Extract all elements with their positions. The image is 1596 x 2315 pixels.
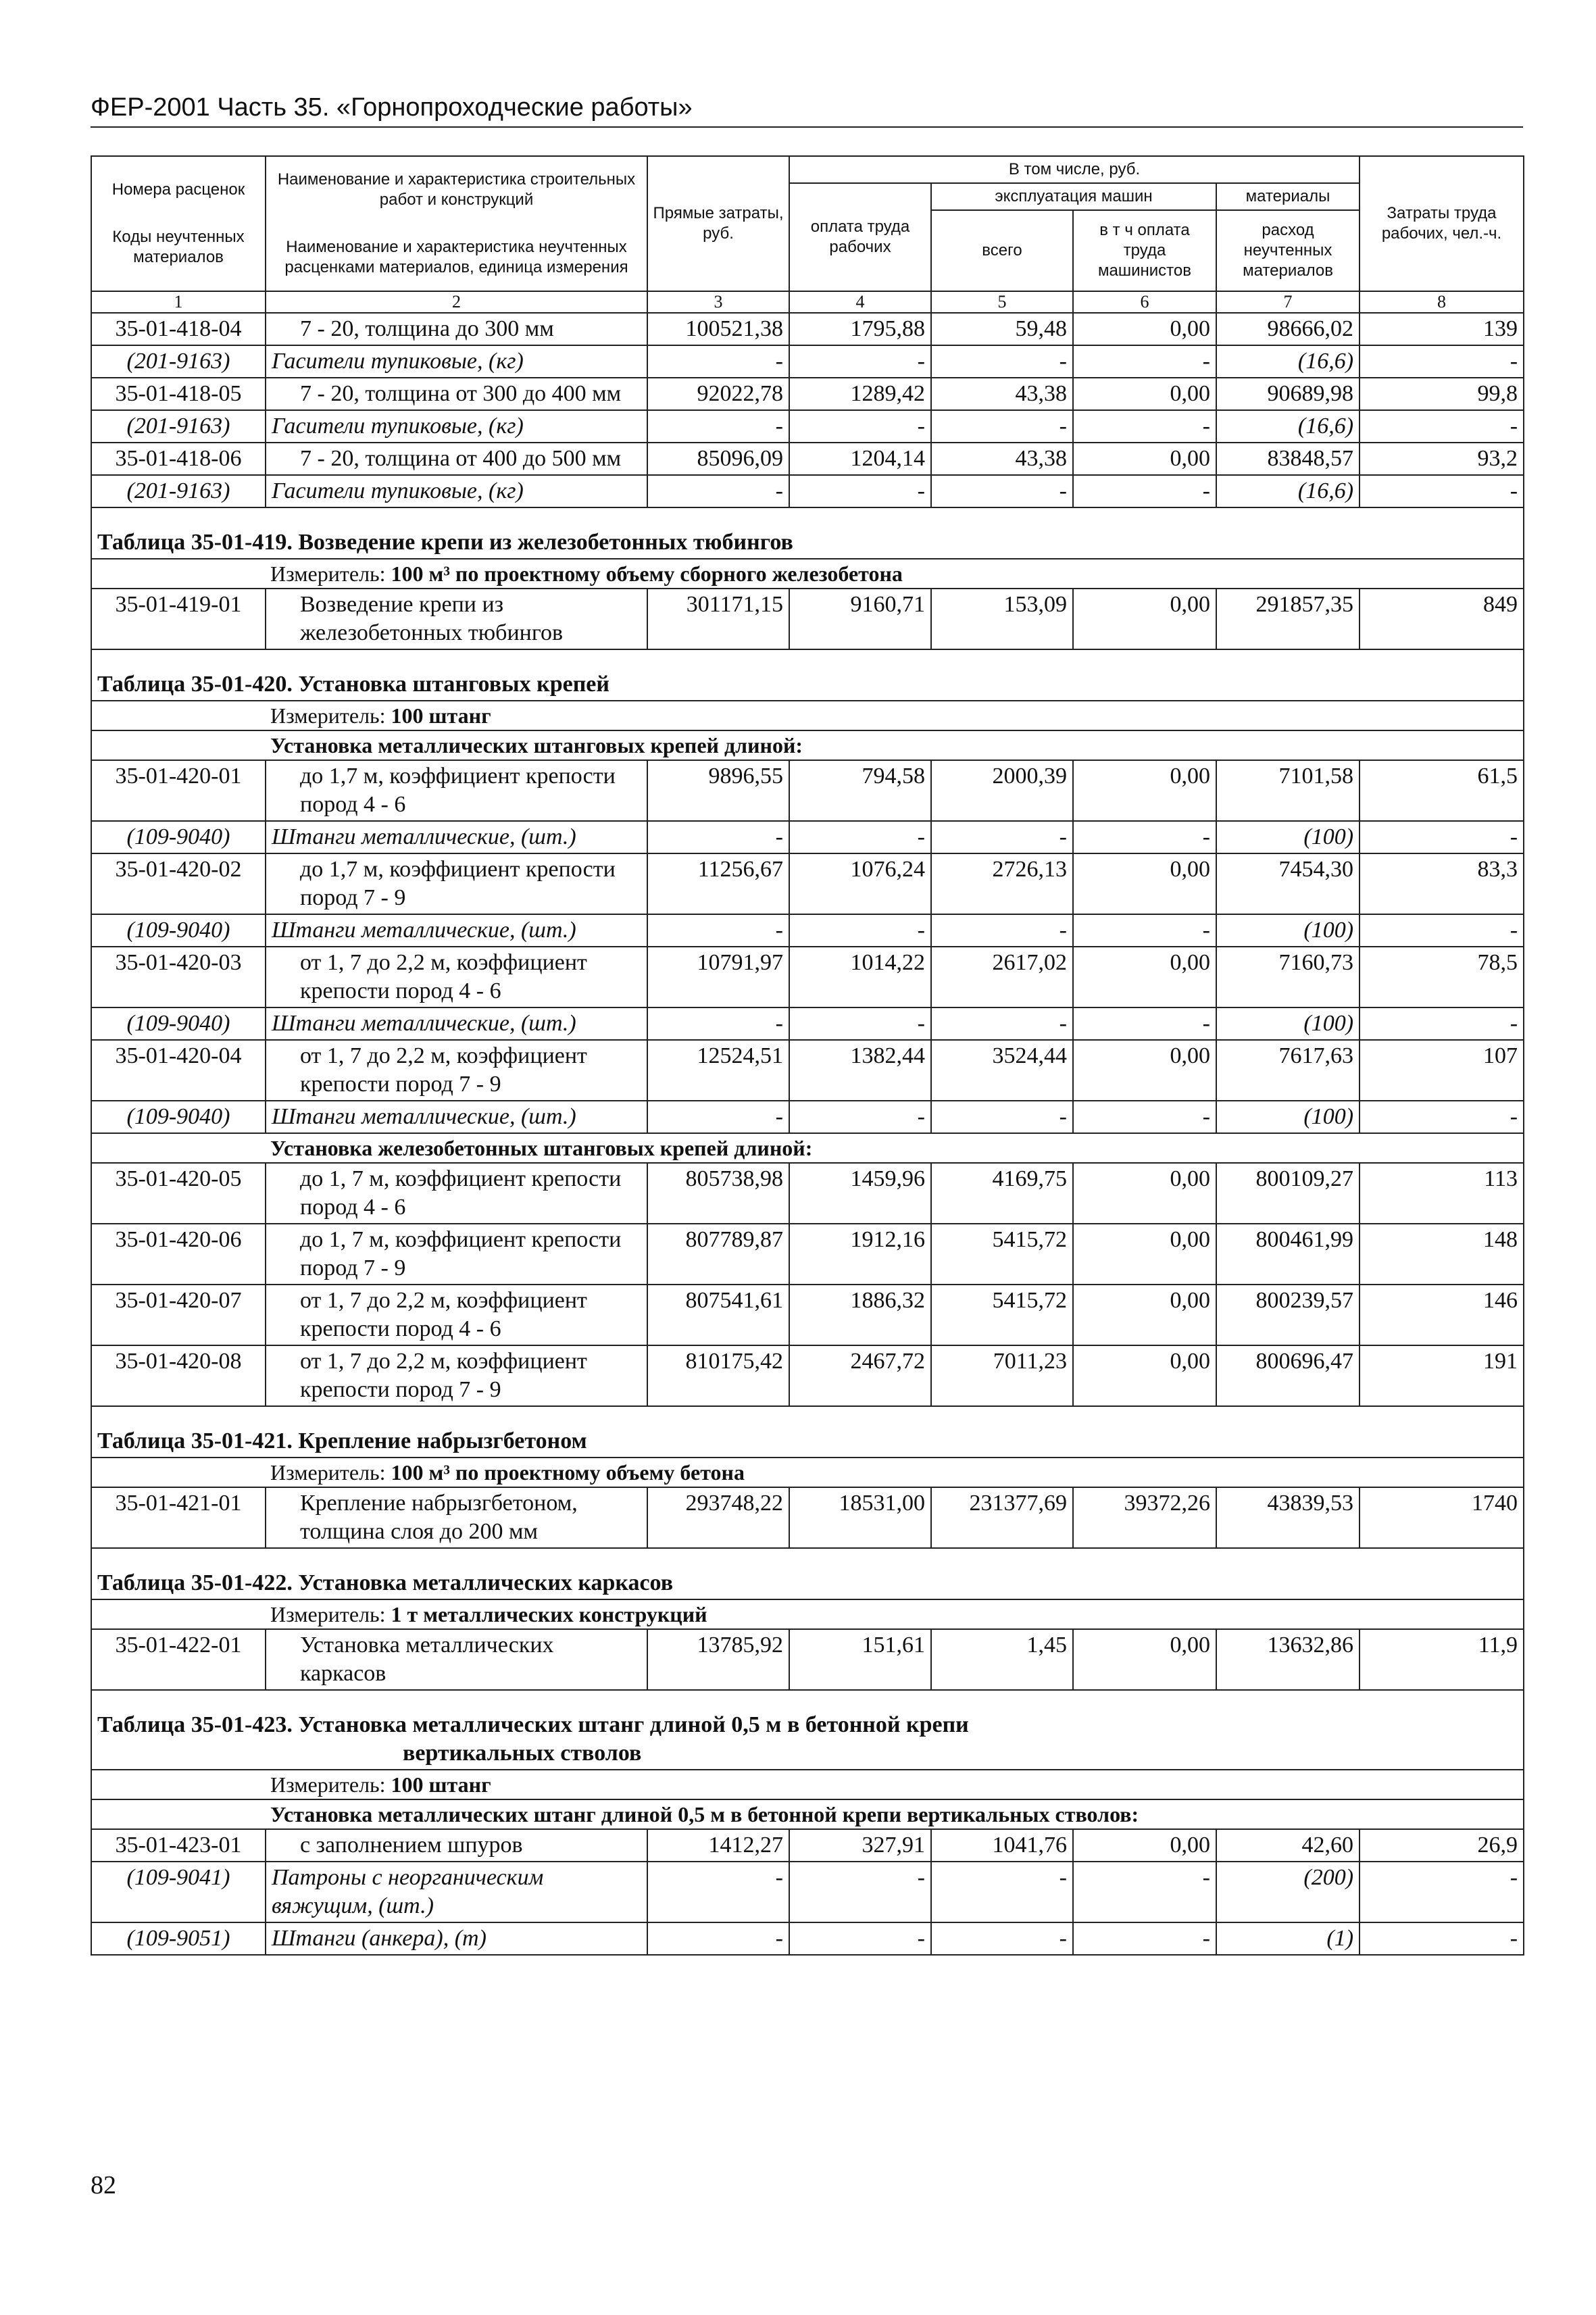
value-cell: 7454,30 — [1216, 853, 1360, 914]
value-cell: - — [931, 410, 1073, 443]
value-cell: 1,45 — [931, 1629, 1073, 1690]
measure-row — [91, 559, 1524, 589]
value-cell: 293748,22 — [647, 1487, 789, 1548]
value-cell: - — [1073, 914, 1216, 947]
value-cell: 1076,24 — [789, 853, 931, 914]
value-cell: 0,00 — [1073, 947, 1216, 1007]
value-cell: 807541,61 — [647, 1285, 789, 1345]
header-machines: эксплуатация машин — [931, 183, 1216, 210]
value-cell: 810175,42 — [647, 1345, 789, 1406]
value-cell: (200) — [1216, 1862, 1360, 1922]
value-cell: - — [1360, 1862, 1524, 1922]
value-cell: 139 — [1360, 313, 1524, 345]
value-cell: 12524,51 — [647, 1040, 789, 1101]
material-row — [91, 1862, 1524, 1922]
value-cell: 26,9 — [1360, 1829, 1524, 1862]
value-cell: - — [789, 1007, 931, 1040]
value-cell: 800239,57 — [1216, 1285, 1360, 1345]
value-cell: - — [789, 1101, 931, 1133]
value-cell: - — [647, 1101, 789, 1133]
header-work-name: Наименование и характеристика строительных работ и конструкций — [277, 170, 636, 209]
value-cell: 10791,97 — [647, 947, 789, 1007]
value-cell: 191 — [1360, 1345, 1524, 1406]
material-name: Штанги (анкера), (т) — [266, 1922, 647, 1955]
value-cell: - — [931, 475, 1073, 507]
rate-code: 35-01-420-07 — [91, 1285, 266, 1345]
rate-code: 35-01-422-01 — [91, 1629, 266, 1690]
work-name: 7 - 20, толщина от 400 до 500 мм — [266, 443, 647, 475]
value-cell: 99,8 — [1360, 378, 1524, 410]
work-name: 7 - 20, толщина до 300 мм — [266, 313, 647, 345]
material-code: (109-9040) — [91, 914, 266, 947]
value-cell: 807789,87 — [647, 1224, 789, 1285]
work-name: от 1, 7 до 2,2 м, коэффициент крепости пород 7 - 9 — [266, 1345, 647, 1406]
value-cell: 7160,73 — [1216, 947, 1360, 1007]
material-code: (109-9040) — [91, 1101, 266, 1133]
material-name: Штанги металлические, (шт.) — [266, 1007, 647, 1040]
rate-row — [91, 1487, 1524, 1548]
value-cell: 9160,71 — [789, 589, 931, 649]
value-cell: - — [647, 345, 789, 378]
measure-unit — [91, 1770, 1524, 1799]
value-cell: 90689,98 — [1216, 378, 1360, 410]
value-cell: - — [1360, 914, 1524, 947]
value-cell: 1459,96 — [789, 1163, 931, 1224]
page-header: ФЕР-2001 Часть 35. «Горнопроходческие работы» — [91, 93, 1523, 128]
measure-label: Измеритель: — [270, 1460, 386, 1485]
value-cell: 59,48 — [931, 313, 1073, 345]
value-cell: - — [1360, 410, 1524, 443]
value-cell: (16,6) — [1216, 410, 1360, 443]
material-row — [91, 1007, 1524, 1040]
work-name: Крепление набрызгбетоном, толщина слоя до 200 мм — [266, 1487, 647, 1548]
header-worker-pay: оплата труда рабочих — [789, 183, 931, 291]
rates-table — [91, 155, 1524, 1956]
value-cell: 13785,92 — [647, 1629, 789, 1690]
value-cell: 7011,23 — [931, 1345, 1073, 1406]
measure-row — [91, 1458, 1524, 1487]
value-cell: 85096,09 — [647, 443, 789, 475]
col-num: 8 — [1360, 291, 1524, 313]
table-title-row — [91, 1548, 1524, 1599]
rate-row — [91, 313, 1524, 345]
rate-code: 35-01-423-01 — [91, 1829, 266, 1862]
measure-value: 1 т металлических конструкций — [391, 1602, 707, 1626]
measure-row — [91, 1770, 1524, 1799]
value-cell: 800109,27 — [1216, 1163, 1360, 1224]
material-code: (109-9040) — [91, 821, 266, 853]
header-labor: Затраты труда рабочих, чел.-ч. — [1360, 156, 1524, 291]
value-cell: - — [647, 1007, 789, 1040]
header-rate-numbers: Номера расценок — [111, 180, 245, 199]
value-cell: (16,6) — [1216, 345, 1360, 378]
value-cell: 0,00 — [1073, 760, 1216, 821]
work-name: от 1, 7 до 2,2 м, коэффициент крепости пород 4 - 6 — [266, 947, 647, 1007]
value-cell: - — [931, 1101, 1073, 1133]
value-cell: 2467,72 — [789, 1345, 931, 1406]
rate-row — [91, 1285, 1524, 1345]
material-code: (109-9041) — [91, 1862, 266, 1922]
material-code: (109-9051) — [91, 1922, 266, 1955]
material-row — [91, 475, 1524, 507]
measure-unit — [91, 1599, 1524, 1629]
value-cell: 5415,72 — [931, 1285, 1073, 1345]
material-code: (201-9163) — [91, 345, 266, 378]
value-cell: (100) — [1216, 914, 1360, 947]
material-row — [91, 914, 1524, 947]
rate-code: 35-01-420-08 — [91, 1345, 266, 1406]
work-name: до 1, 7 м, коэффициент крепости пород 7 - 9 — [266, 1224, 647, 1285]
value-cell: 1912,16 — [789, 1224, 931, 1285]
work-name: 7 - 20, толщина от 300 до 400 мм — [266, 378, 647, 410]
value-cell: 0,00 — [1073, 1163, 1216, 1224]
table-title-row — [91, 649, 1524, 701]
section-row — [91, 730, 1524, 760]
work-name: до 1,7 м, коэффициент крепости пород 4 - 6 — [266, 760, 647, 821]
measure-unit — [91, 701, 1524, 730]
value-cell: 231377,69 — [931, 1487, 1073, 1548]
work-name: Установка металлических каркасов — [266, 1629, 647, 1690]
value-cell: 13632,86 — [1216, 1629, 1360, 1690]
value-cell: 11256,67 — [647, 853, 789, 914]
material-name: Штанги металлические, (шт.) — [266, 1101, 647, 1133]
value-cell: - — [1073, 1007, 1216, 1040]
value-cell: 2726,13 — [931, 853, 1073, 914]
value-cell: - — [647, 1922, 789, 1955]
value-cell: 1740 — [1360, 1487, 1524, 1548]
value-cell: 61,5 — [1360, 760, 1524, 821]
measure-value: 100 штанг — [391, 703, 491, 728]
material-code: (201-9163) — [91, 475, 266, 507]
table-title-row — [91, 1406, 1524, 1458]
value-cell: 0,00 — [1073, 589, 1216, 649]
value-cell: 93,2 — [1360, 443, 1524, 475]
value-cell: - — [931, 914, 1073, 947]
value-cell: 800696,47 — [1216, 1345, 1360, 1406]
value-cell: 11,9 — [1360, 1629, 1524, 1690]
value-cell: 7617,63 — [1216, 1040, 1360, 1101]
value-cell: 291857,35 — [1216, 589, 1360, 649]
value-cell: - — [1073, 475, 1216, 507]
header-row-1 — [91, 156, 1524, 183]
value-cell: - — [931, 1922, 1073, 1955]
rate-code: 35-01-420-03 — [91, 947, 266, 1007]
value-cell: - — [931, 1007, 1073, 1040]
measure-label: Измеритель: — [270, 562, 386, 586]
work-name: с заполнением шпуров — [266, 1829, 647, 1862]
value-cell: 301171,15 — [647, 589, 789, 649]
rate-code: 35-01-420-06 — [91, 1224, 266, 1285]
measure-unit — [91, 559, 1524, 589]
header-materials: материалы — [1216, 183, 1360, 210]
value-cell: - — [1360, 475, 1524, 507]
value-cell: 0,00 — [1073, 1629, 1216, 1690]
table-title: Таблица 35-01-419. Возведение крепи из железобетонных тюбингов — [91, 507, 1524, 559]
value-cell: - — [931, 821, 1073, 853]
material-name: Гасители тупиковые, (кг) — [266, 410, 647, 443]
measure-value: 100 м³ по проектному объему сборного железобетона — [391, 562, 903, 586]
table-title-row — [91, 1690, 1524, 1770]
table-title: Таблица 35-01-420. Установка штанговых крепей — [91, 649, 1524, 701]
material-row — [91, 345, 1524, 378]
value-cell: 0,00 — [1073, 1345, 1216, 1406]
value-cell: 0,00 — [1073, 1040, 1216, 1101]
value-cell: 43,38 — [931, 443, 1073, 475]
rate-row — [91, 1829, 1524, 1862]
material-name: Патроны с неорганическим вяжущим, (шт.) — [266, 1862, 647, 1922]
value-cell: - — [647, 1862, 789, 1922]
value-cell: - — [789, 345, 931, 378]
rate-row — [91, 1224, 1524, 1285]
work-name: от 1, 7 до 2,2 м, коэффициент крепости пород 7 - 9 — [266, 1040, 647, 1101]
value-cell: 39372,26 — [1073, 1487, 1216, 1548]
value-cell: 0,00 — [1073, 378, 1216, 410]
value-cell: - — [1073, 821, 1216, 853]
value-cell: - — [647, 821, 789, 853]
material-code: (109-9040) — [91, 1007, 266, 1040]
value-cell: 1412,27 — [647, 1829, 789, 1862]
value-cell: (16,6) — [1216, 475, 1360, 507]
table-title — [91, 1690, 1524, 1770]
rate-code: 35-01-418-04 — [91, 313, 266, 345]
value-cell: 151,61 — [789, 1629, 931, 1690]
header-material-consumption: расход неучтенных материалов — [1216, 210, 1360, 291]
page-number: 82 — [91, 2171, 116, 2199]
rate-row — [91, 947, 1524, 1007]
value-cell: 0,00 — [1073, 443, 1216, 475]
material-name: Гасители тупиковые, (кг) — [266, 475, 647, 507]
header-codes — [91, 156, 266, 291]
value-cell: - — [647, 914, 789, 947]
table-title-line2: вертикальных стволов — [403, 1741, 642, 1766]
measure-value: 100 м³ по проектному объему бетона — [391, 1460, 745, 1485]
material-row — [91, 1922, 1524, 1955]
value-cell: 18531,00 — [789, 1487, 931, 1548]
value-cell: - — [789, 914, 931, 947]
material-row — [91, 821, 1524, 853]
value-cell: 0,00 — [1073, 1224, 1216, 1285]
rate-row — [91, 443, 1524, 475]
value-cell: (100) — [1216, 1101, 1360, 1133]
value-cell: - — [1073, 410, 1216, 443]
value-cell: 1014,22 — [789, 947, 931, 1007]
work-name: от 1, 7 до 2,2 м, коэффициент крепости пород 4 - 6 — [266, 1285, 647, 1345]
material-row — [91, 410, 1524, 443]
value-cell: 1795,88 — [789, 313, 931, 345]
rate-code: 35-01-420-05 — [91, 1163, 266, 1224]
value-cell: - — [1073, 1862, 1216, 1922]
value-cell: - — [1360, 1007, 1524, 1040]
value-cell: 1886,32 — [789, 1285, 931, 1345]
col-num: 3 — [647, 291, 789, 313]
value-cell: 1204,14 — [789, 443, 931, 475]
rate-code: 35-01-418-06 — [91, 443, 266, 475]
value-cell: (1) — [1216, 1922, 1360, 1955]
measure-label: Измеритель: — [270, 1772, 386, 1797]
measure-row — [91, 701, 1524, 730]
material-code: (201-9163) — [91, 410, 266, 443]
header-names — [266, 156, 647, 291]
rate-code: 35-01-420-04 — [91, 1040, 266, 1101]
value-cell: - — [1360, 1922, 1524, 1955]
value-cell: - — [647, 475, 789, 507]
section-row — [91, 1799, 1524, 1829]
value-cell: 1289,42 — [789, 378, 931, 410]
rate-row — [91, 1163, 1524, 1224]
header-machinist-pay: в т ч оплата труда машинистов — [1073, 210, 1216, 291]
value-cell: 794,58 — [789, 760, 931, 821]
col-num: 2 — [266, 291, 647, 313]
value-cell: 83848,57 — [1216, 443, 1360, 475]
value-cell: - — [931, 345, 1073, 378]
value-cell: 800461,99 — [1216, 1224, 1360, 1285]
measure-row — [91, 1599, 1524, 1629]
value-cell: 0,00 — [1073, 1285, 1216, 1345]
value-cell: 0,00 — [1073, 313, 1216, 345]
value-cell: - — [789, 410, 931, 443]
value-cell: (100) — [1216, 1007, 1360, 1040]
value-cell: 805738,98 — [647, 1163, 789, 1224]
value-cell: 0,00 — [1073, 1829, 1216, 1862]
work-name: Возведение крепи из железобетонных тюбингов — [266, 589, 647, 649]
value-cell: - — [1360, 1101, 1524, 1133]
value-cell: 327,91 — [789, 1829, 931, 1862]
table-title: Таблица 35-01-421. Крепление набрызгбетоном — [91, 1406, 1524, 1458]
value-cell: - — [1073, 1101, 1216, 1133]
section-heading: Установка железобетонных штанговых крепей длиной: — [91, 1133, 1524, 1163]
value-cell: - — [931, 1862, 1073, 1922]
section-row — [91, 1133, 1524, 1163]
value-cell: 98666,02 — [1216, 313, 1360, 345]
value-cell: 0,00 — [1073, 853, 1216, 914]
table-title-row — [91, 507, 1524, 559]
value-cell: 2617,02 — [931, 947, 1073, 1007]
rate-row — [91, 1040, 1524, 1101]
value-cell: (100) — [1216, 821, 1360, 853]
value-cell: 146 — [1360, 1285, 1524, 1345]
value-cell: 42,60 — [1216, 1829, 1360, 1862]
value-cell: 4169,75 — [931, 1163, 1073, 1224]
value-cell: - — [1073, 1922, 1216, 1955]
material-row — [91, 1101, 1524, 1133]
value-cell: 43839,53 — [1216, 1487, 1360, 1548]
rate-code: 35-01-420-01 — [91, 760, 266, 821]
value-cell: - — [789, 1922, 931, 1955]
value-cell: - — [647, 410, 789, 443]
header-machines-total: всего — [931, 210, 1073, 291]
value-cell: 107 — [1360, 1040, 1524, 1101]
value-cell: 9896,55 — [647, 760, 789, 821]
value-cell: - — [1360, 821, 1524, 853]
rate-row — [91, 760, 1524, 821]
value-cell: 78,5 — [1360, 947, 1524, 1007]
material-name: Гасители тупиковые, (кг) — [266, 345, 647, 378]
col-num: 7 — [1216, 291, 1360, 313]
value-cell: 113 — [1360, 1163, 1524, 1224]
section-heading: Установка металлических штанговых крепей длиной: — [91, 730, 1524, 760]
rate-code: 35-01-419-01 — [91, 589, 266, 649]
value-cell: - — [1073, 345, 1216, 378]
rate-code: 35-01-420-02 — [91, 853, 266, 914]
rate-row — [91, 1629, 1524, 1690]
rate-code: 35-01-418-05 — [91, 378, 266, 410]
value-cell: 5415,72 — [931, 1224, 1073, 1285]
material-name: Штанги металлические, (шт.) — [266, 821, 647, 853]
rate-row — [91, 1345, 1524, 1406]
measure-label: Измеритель: — [270, 703, 386, 728]
value-cell: - — [789, 1862, 931, 1922]
table-title-line1: Таблица 35-01-423. Установка металлических штанг длиной 0,5 м в бетонной крепи — [97, 1712, 969, 1737]
work-name: до 1,7 м, коэффициент крепости пород 7 - 9 — [266, 853, 647, 914]
col-num: 6 — [1073, 291, 1216, 313]
col-num: 5 — [931, 291, 1073, 313]
header-material-name: Наименование и характеристика неучтенных расценками материалов, единица измерения — [284, 238, 628, 276]
col-num: 4 — [789, 291, 931, 313]
measure-unit — [91, 1458, 1524, 1487]
value-cell: - — [789, 821, 931, 853]
value-cell: 7101,58 — [1216, 760, 1360, 821]
value-cell: 153,09 — [931, 589, 1073, 649]
value-cell: 1041,76 — [931, 1829, 1073, 1862]
measure-value: 100 штанг — [391, 1772, 491, 1797]
value-cell: - — [1360, 345, 1524, 378]
column-number-row — [91, 291, 1524, 313]
value-cell: 1382,44 — [789, 1040, 931, 1101]
rate-row — [91, 853, 1524, 914]
header-material-codes: Коды неучтенных материалов — [112, 228, 245, 266]
table-title: Таблица 35-01-422. Установка металлических каркасов — [91, 1548, 1524, 1599]
work-name: до 1, 7 м, коэффициент крепости пород 4 - 6 — [266, 1163, 647, 1224]
value-cell: 43,38 — [931, 378, 1073, 410]
rate-row — [91, 378, 1524, 410]
measure-label: Измеритель: — [270, 1602, 386, 1626]
rate-code: 35-01-421-01 — [91, 1487, 266, 1548]
value-cell: 3524,44 — [931, 1040, 1073, 1101]
header-direct-costs: Прямые затраты, руб. — [647, 156, 789, 291]
material-name: Штанги металлические, (шт.) — [266, 914, 647, 947]
value-cell: 100521,38 — [647, 313, 789, 345]
value-cell: 92022,78 — [647, 378, 789, 410]
header-including: В том числе, руб. — [789, 156, 1360, 183]
value-cell: 83,3 — [1360, 853, 1524, 914]
value-cell: 148 — [1360, 1224, 1524, 1285]
rate-row — [91, 589, 1524, 649]
value-cell: 2000,39 — [931, 760, 1073, 821]
section-heading: Установка металлических штанг длиной 0,5 м в бетонной крепи вертикальных стволов: — [91, 1799, 1524, 1829]
col-num: 1 — [91, 291, 266, 313]
value-cell: - — [789, 475, 931, 507]
value-cell: 849 — [1360, 589, 1524, 649]
